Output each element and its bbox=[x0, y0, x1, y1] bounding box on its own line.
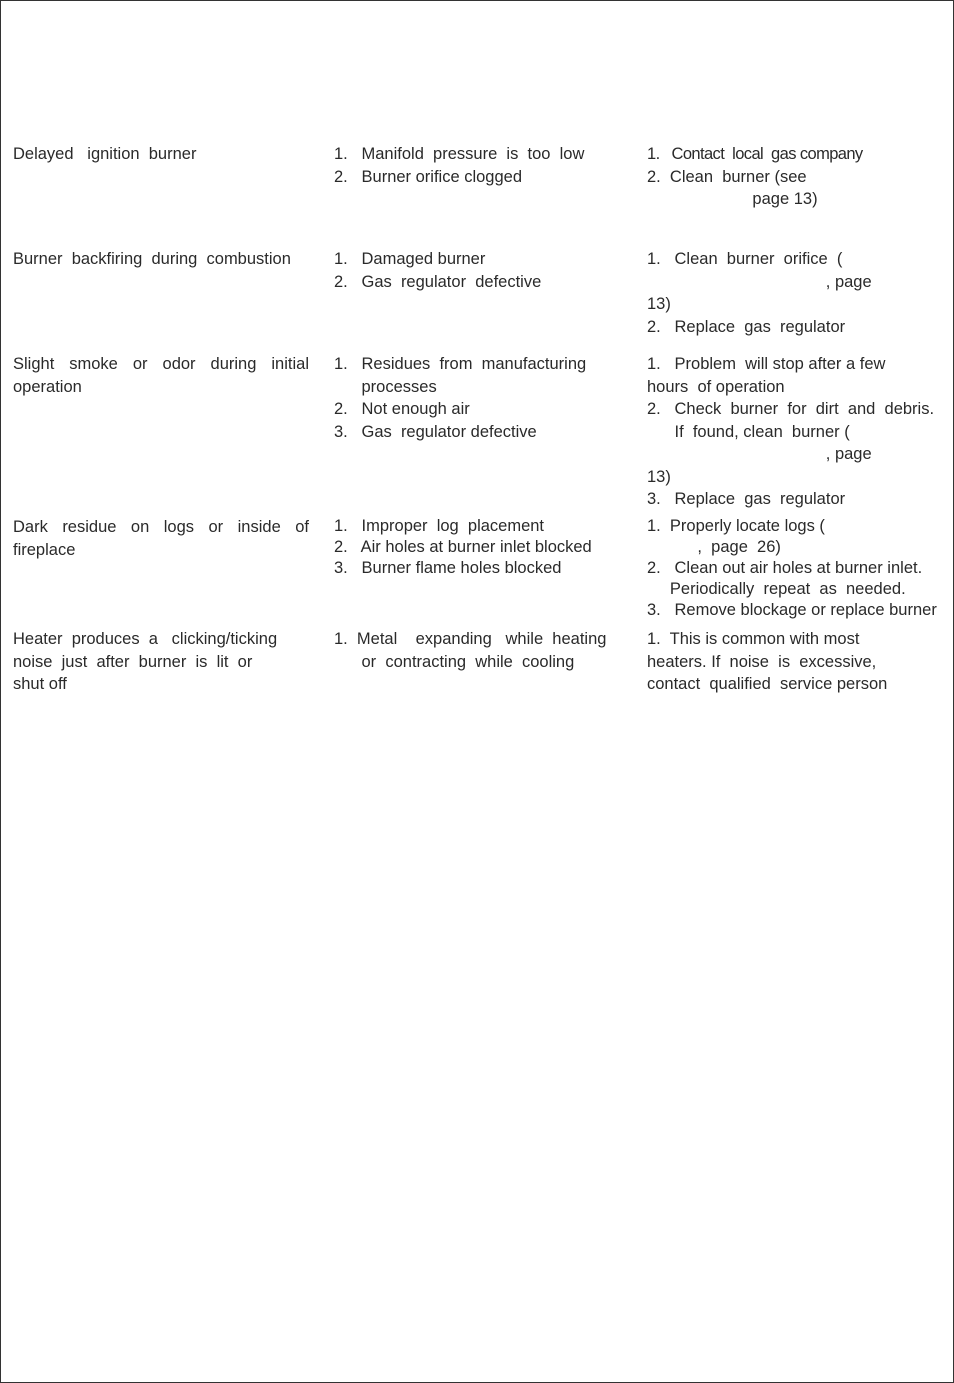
cause-cell bbox=[334, 353, 630, 443]
problem-line: Slight smoke or odor during initial bbox=[13, 355, 309, 373]
remedy-line: , page bbox=[647, 272, 872, 291]
remedy-line: 2. Replace gas regulator bbox=[647, 317, 846, 336]
cause-line: 1. Manifold pressure is too low bbox=[334, 145, 585, 163]
remedy-line: hours of operation bbox=[647, 377, 785, 396]
remedy-line: 3. Replace gas regulator bbox=[647, 490, 846, 508]
remedy-line: 2. Clean burner (see bbox=[647, 167, 807, 186]
remedy-line: 1. Contact local gas company bbox=[647, 145, 863, 163]
cause-cell bbox=[334, 143, 630, 188]
remedy-line: 3. Remove blockage or replace burner bbox=[647, 601, 937, 619]
remedy-line: 1. This is common with most bbox=[647, 630, 860, 648]
remedy-cell bbox=[647, 248, 949, 338]
remedy-line: 1. Problem will stop after a few bbox=[647, 355, 886, 373]
problem-cell bbox=[13, 248, 309, 271]
remedy-line: Periodically repeat as needed. bbox=[647, 580, 906, 598]
remedy-cell bbox=[647, 516, 949, 621]
cause-line: 1. Metal expanding while heating bbox=[334, 630, 607, 648]
problem-line: fireplace bbox=[13, 540, 76, 559]
cause-line: 2. Gas regulator defective bbox=[334, 272, 542, 291]
problem-cell bbox=[13, 628, 309, 696]
remedy-line: 1. Properly locate logs ( bbox=[647, 517, 825, 535]
cause-line: 1. Improper log placement bbox=[334, 517, 545, 535]
cause-line: or contracting while cooling bbox=[334, 652, 575, 671]
problem-line: Heater produces a clicking/ticking bbox=[13, 630, 278, 648]
problem-cell bbox=[13, 516, 309, 561]
cause-line: 2. Burner orifice clogged bbox=[334, 167, 523, 186]
remedy-line: contact qualified service person bbox=[647, 675, 888, 693]
remedy-line: 1. Clean burner orifice ( bbox=[647, 250, 843, 268]
cause-line: 1. Damaged burner bbox=[334, 250, 486, 268]
remedy-cell bbox=[647, 353, 949, 511]
remedy-line: 13) bbox=[647, 467, 671, 486]
problem-line: Burner backfiring during combustion bbox=[13, 250, 291, 268]
cause-line: 3. Gas regulator defective bbox=[334, 422, 537, 441]
cause-line: 1. Residues from manufacturing bbox=[334, 355, 587, 373]
remedy-line: 2. Check burner for dirt and debris. bbox=[647, 400, 935, 418]
problem-line: noise just after burner is lit or bbox=[13, 652, 253, 671]
remedy-cell bbox=[647, 143, 949, 211]
problem-cell bbox=[13, 143, 309, 166]
problem-line: Delayed ignition burner bbox=[13, 145, 197, 163]
problem-cell bbox=[13, 353, 309, 398]
cause-line: 3. Burner flame holes blocked bbox=[334, 559, 562, 577]
remedy-line: 2. Clean out air holes at burner inlet. bbox=[647, 559, 923, 577]
cause-line: 2. Not enough air bbox=[334, 400, 470, 418]
cause-line: processes bbox=[334, 377, 437, 396]
cause-cell bbox=[334, 628, 630, 673]
problem-line: Dark residue on logs or inside of bbox=[13, 518, 309, 536]
cause-line: 2. Air holes at burner inlet blocked bbox=[334, 538, 592, 556]
remedy-cell bbox=[647, 628, 949, 696]
remedy-line: , page 26) bbox=[647, 538, 781, 556]
problem-line: shut off bbox=[13, 675, 67, 693]
remedy-line: page 13) bbox=[647, 190, 818, 208]
remedy-line: If found, clean burner ( bbox=[647, 422, 850, 441]
cause-cell bbox=[334, 248, 630, 293]
cause-cell bbox=[334, 516, 630, 579]
problem-line: operation bbox=[13, 377, 82, 396]
remedy-line: 13) bbox=[647, 295, 671, 313]
remedy-line: , page bbox=[647, 445, 872, 463]
remedy-line: heaters. If noise is excessive, bbox=[647, 652, 877, 671]
